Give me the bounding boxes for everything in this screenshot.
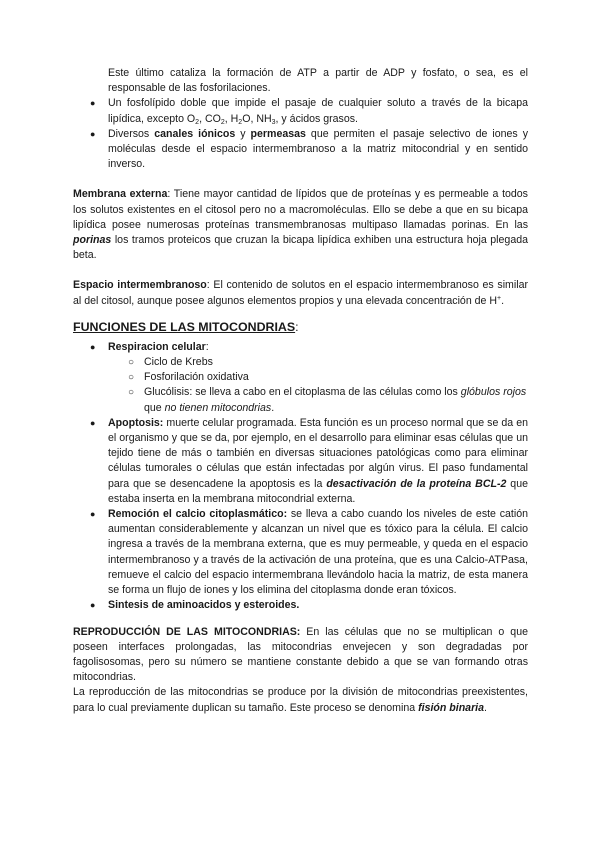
paragraph-text: : Tiene mayor cantidad de lípidos que de proteínas y es permeable a todos los solutos existentes en el citosol pero no a macromoléculas. Ello se debe a que en su bicapa lipídica posee numerosas proteínas transmembranosas multipaso llamadas porinas. En las	[73, 188, 528, 231]
list-item	[73, 96, 528, 126]
sub-list-item	[73, 355, 528, 370]
funciones-list	[73, 340, 528, 614]
list-text: que	[144, 401, 165, 414]
bold-term: REPRODUCCIÓN DE LAS MITOCONDRIAS:	[73, 625, 301, 638]
paragraph-text: La reproducción de las mitocondrias se produce por la división de mitocondrias preexistentes, para lo cual previamente duplican su tamaño. Este proceso se denomina	[73, 686, 528, 714]
membrane-list	[73, 96, 528, 172]
emphasis-term: fisión binaria	[418, 701, 485, 714]
bullet-icon: ●	[90, 128, 96, 139]
espacio-intermembranoso-paragraph	[73, 278, 528, 308]
bullet-icon: ●	[90, 509, 96, 520]
list-text: Glucólisis: se lleva a cabo en el citoplasma de las células como los	[144, 386, 461, 399]
superscript: +	[497, 294, 502, 302]
list-item	[73, 127, 528, 173]
list-text: :	[205, 340, 209, 353]
paragraph-text: .	[484, 701, 487, 714]
document-page	[73, 66, 528, 716]
circle-bullet-icon: ○	[128, 357, 135, 369]
bold-term: canales iónicos	[154, 127, 236, 140]
subscript: 2	[195, 118, 200, 126]
bullet-icon: ●	[90, 341, 96, 352]
subscript: 2	[238, 118, 243, 126]
list-item	[73, 507, 528, 598]
bullet-icon: ●	[90, 600, 96, 611]
italic-term: glóbulos rojos	[460, 386, 527, 399]
list-text: , CO	[199, 112, 221, 125]
list-text: muerte celular programada. Esta función es un proceso normal que se da en el organismo y que se da, por ejemplo, en el desarrollo para eliminar esas células que un tejido tiene de más o también en diversas situaciones patológicas como para eliminar células tumorales o células que están infectadas por algún virus. El paso fundamental para que se desencadene la apoptosis es la	[108, 416, 528, 490]
bold-term: Espacio intermembranoso	[73, 279, 207, 292]
circle-bullet-icon: ○	[128, 372, 135, 384]
paragraph-text: En las células que no se multiplican o que poseen interfaces prolongadas, las mitocondrias envejecen y son degradadas por fagolisosomas, pero su número se mantiene constante debido a que se van formando otras mitocondrias.	[73, 625, 528, 684]
list-text: Ciclo de Krebs	[144, 356, 213, 369]
list-text: , H	[224, 112, 239, 125]
circle-bullet-icon: ○	[128, 387, 135, 399]
subscript: 2	[220, 118, 225, 126]
list-text: se lleva a cabo cuando los niveles de este catión aumentan considerablemente y alcanzan un nivel que es tóxico para la célula. El calcio ingresa a través de la membrana externa, que es muy permeable, y queda en el espacio intermembranoso y a través de la activación de una proteína, que es una Calcio-ATPasa, remueve el calcio del espacio intermembrana llevándolo hacia la matriz, de esta manera se forma un flujo de iones y los elimina del citoplasma donde eran tóxicos.	[108, 508, 528, 597]
paragraph-text: : El contenido de solutos en el espacio intermembranoso es similar al del citosol, aunque posee algunos elementos propios y una elevada concentración de H	[73, 279, 528, 307]
subscript: 3	[271, 118, 276, 126]
list-text: , y ácidos grasos.	[275, 112, 358, 125]
bold-term: Apoptosis:	[108, 416, 164, 429]
paragraph-text: los tramos proteicos que cruzan la bicapa lipídica exhiben una estructura hoja plegada beta.	[73, 234, 528, 262]
bullet-icon: ●	[90, 98, 96, 109]
membrana-externa-paragraph	[73, 187, 528, 263]
list-text: y	[235, 127, 251, 140]
list-text: O, NH	[242, 112, 272, 125]
sub-list-item	[73, 385, 528, 415]
reproduccion-paragraph	[73, 625, 528, 686]
italic-term: no tienen mitocondrias	[164, 401, 272, 414]
bold-term: Remoción el calcio citoplasmático:	[108, 508, 288, 521]
bold-term: Membrana externa	[73, 188, 168, 201]
paragraph-text: .	[501, 294, 505, 307]
continuation-paragraph: Este último cataliza la formación de ATP a partir de ADP y fosfato, o sea, es el responsable de las fosforilaciones.	[108, 67, 528, 95]
emphasis-term: porinas	[73, 234, 112, 247]
sub-list-item	[73, 370, 528, 385]
list-text: Fosforilación oxidativa	[144, 371, 249, 384]
bold-term: Respiracion celular	[108, 340, 206, 353]
list-text: que estaba inserta en la membrana mitocondrial externa.	[108, 477, 528, 505]
list-text: Diversos	[108, 127, 155, 140]
reproduccion-paragraph-2	[73, 685, 528, 715]
section-heading: FUNCIONES DE LAS MITOCONDRIAS:	[73, 319, 299, 334]
list-item	[73, 598, 528, 613]
list-item	[73, 340, 528, 355]
bold-term: permeasas	[250, 127, 306, 140]
list-item	[73, 416, 528, 507]
bold-term: Sintesis de aminoacidos y esteroides.	[108, 599, 300, 612]
list-text: .	[271, 401, 275, 414]
bullet-icon: ●	[90, 417, 96, 428]
emphasis-term: desactivación de la proteína BCL-2	[326, 477, 507, 490]
list-text: Un fosfolípido doble que impide el pasaje de cualquier soluto a través de la bicapa lipídica, excepto O	[108, 97, 528, 125]
list-text: que permiten el pasaje selectivo de iones y moléculas desde el espacio intermembranoso a la matriz mitocondrial y en sentido inverso.	[108, 127, 529, 171]
